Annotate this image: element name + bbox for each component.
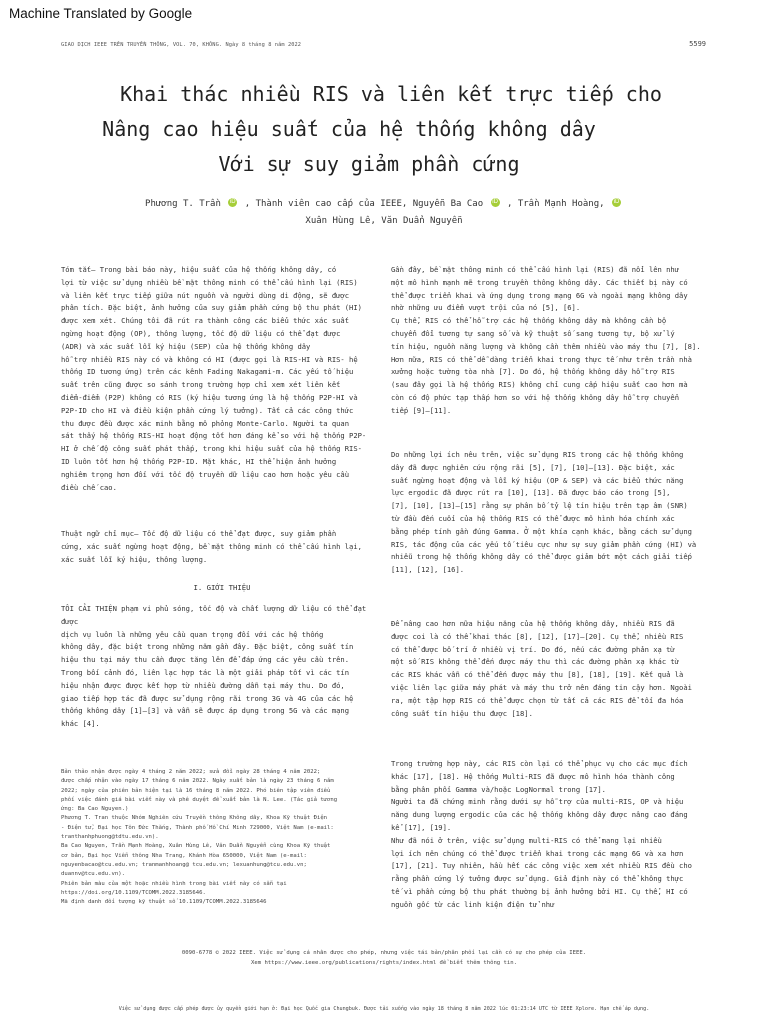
orcid-icon[interactable]: iD [613, 199, 620, 205]
orcid-icon[interactable]: iD [492, 199, 498, 205]
index-terms [61, 528, 383, 566]
right-paragraph-4 [391, 758, 713, 912]
abstract-text: Tóm tắt— Trong bài báo này, hiệu suất của hệ thống không dây, có lợi từ việc sử dụng nhiều bề mặt thông minh có thể cấu hình lại (RIS) và liên kết trực tiếp giữa nút nguồn và người dùng di động, sẽ được phân tích. Đặc biệt, ảnh hưởng của suy giảm phần cứng bộ thu phát (HI) được xem xét. Chúng tôi đã rút ra thành công các biểu thức xác suất ngừng hoạt động (OP), thông lượng, tốc độ dữ liệu có thể đạt được (ADR) và xác suất lỗi ký hiệu (SEP) của hệ thống không dây hỗ trợ nhiều RIS này có và không có HI (được gọi là RIS-HI và RIS- hệ thống ID tương ứng) trên các kênh Fading Nakagami-m. Các yếu tố hiệu suất trên cũng được so sánh trong trường hợp chỉ xem xét liên kết điểm-điểm (P2P) không có RIS (ký hiệu tương ứng là hệ thống P2P-HI và P2P-ID cho HI và điều kiện phần cứng lý tưởng). Tất cả các công thức thu được đều được xác minh bằng mô phỏng Monte-Carlo. Người ta quan sát thấy hệ thống RIS-HI hoạt động tốt hơn đáng kể so với hệ thống P2P- HI ở chế độ công suất phát thấp, trong khi hiệu suất của hệ thống RIS- ID luôn tốt hơn hệ thống P2P-ID. Mặt khác, HI thể hiện ảnh hưởng nghiêm trọng hơn đối với tốc độ truyền dữ liệu cao hơn hoặc yêu cầu điều chế cao. [61, 265, 367, 492]
paragraph: Do những lợi ích nêu trên, việc sử dụng RIS trong các hệ thống không dây đã được nghiên cứu rộng rãi [5], [7], [10]–[13]. Đặc biệt, xác suất ngừng hoạt động và lỗi ký hiệu (OP & SEP) và các biểu thức năng lực ergodic đã được rút ra [10], [13]. Đã được báo cáo trong [5], [7], [10], [13]–[15] rằng sự phân bố tỷ lệ tín hiệu trên tạp âm (SNR) từ đầu đến cuối của hệ thống RIS có thể được mô hình hóa chính xác bằng phép tính gần đúng Gamma. Ở một khía cạnh khác, bằng cách sử dụng RIS, tác động của các yếu tố tiêu cực như sự suy giảm phần cứng (HI) và nhiễu trong hệ thống không dây có thể được giảm bớt một cách giải tiếp [11], [12], [16]. [391, 450, 697, 575]
license-notice: Việc sử dụng được cấp phép được ủy quyền giới hạn ở: Đại học Quốc gia Chungbuk. Được tải xuống vào ngày 18 tháng 8 năm 2022 lúc 01:23:14 UTC từ IEEE Xplore. Hạn chế áp dụng. [118, 1006, 650, 1012]
right-paragraph-3 [391, 618, 713, 720]
author-name: , Trần Mạnh Hoàng, [507, 199, 605, 209]
paragraph: Trong trường hợp này, các RIS còn lại có thể phục vụ cho các mục đích khác [17], [18]. Hệ thống Multi-RIS đã được mô hình hóa thành công bằng phân phối Gamma và/hoặc LogNormal trong [17]. Người ta đã chứng minh rằng dưới sự hỗ trợ của multi-RIS, OP và hiệu năng dung lượng ergodic của các hệ thống không dây được nâng cao đáng kể [17], [19]. Như đã nói ở trên, việc sử dụng multi-RIS có thể mang lại nhiều lợi ích nên chúng có thể được triển khai trong các mạng 6G và xa hơn [17], [21]. Tuy nhiên, hầu hết các công việc xem xét nhiều RIS đều cho rằng phần cứng lý tưởng được sử dụng. Giả định này có thể không thực tế vì phần cứng bộ thu phát thường bị ảnh hưởng bởi HI. Cụ thể, HI có nguồn gốc từ các linh kiện điện tử như [391, 759, 692, 909]
right-paragraph-1 [391, 264, 713, 418]
journal-header: GIAO DỊCH IEEE TRÊN TRUYỀN THÔNG, VOL. 70, KHÔNG. Ngày 8 tháng 8 năm 2022 [61, 42, 302, 48]
paragraph: Gần đây, bề mặt thông minh có thể cấu hình lại (RIS) đã nổi lên như một mô hình mạnh mẽ trong truyền thông không dây. Các thiết bị này có thể được triển khai và ứng dụng trong mạng 6G và ngoài mạng không dây nhờ những ưu điểm vượt trội của nó [5], [6]. Cụ thể, RIS có thể hỗ trợ các hệ thống không dây mà không cần bộ chuyển đổi tương tự sang số và kỹ thuật số sang tương tự, bộ xử lý tín hiệu, nguồn năng lượng và không cần thêm nhiều vào máy thu [7], [8]. Hơn nữa, RIS có thể dễ dàng triển khai trong thực tế như trên trần nhà xưởng hoặc tường tòa nhà [7]. Do đó, hệ thống không dây hỗ trợ RIS (sau đây gọi là hệ thống RIS) không chỉ cung cấp hiệu suất cao hơn mà còn có độ phức tạp thấp hơn so với hệ thống không dây hỗ trợ chuyển tiếp [9]–[11]. [391, 265, 701, 415]
title-line-3: Với sự suy giảm phần cứng [218, 152, 520, 176]
intro-left [61, 603, 383, 731]
index-terms-text: Thuật ngữ chỉ mục— Tốc độ dữ liệu có thể đạt được, suy giảm phần cứng, xác suất ngừng hoạt động, bề mặt thông minh có thể cấu hình lại, xác suất lỗi ký hiệu, thông lượng. [61, 529, 362, 564]
right-paragraph-2 [391, 449, 713, 577]
title-line-1: Khai thác nhiều RIS và liên kết trực tiếp cho [120, 82, 662, 106]
author-name: , Thành viên cao cấp của IEEE, Nguyễn Ba Cao [244, 199, 484, 209]
orcid-icon[interactable]: iD [229, 199, 236, 205]
page-number: 5599 [689, 40, 706, 48]
title-line-2: Nâng cao hiệu suất của hệ thống không dây [102, 117, 596, 141]
author-name: Phương T. Trần [145, 199, 221, 209]
footnote [61, 768, 383, 907]
copyright-notice: 0090-6778 © 2022 IEEE. Việc sử dụng cá nhân được cho phép, nhưng việc tái bản/phân phối lại cần có sự cho phép của IEEE. Xem https://www.ieee.org/publications/rights/index.html để biết thêm thông tin. [181, 950, 587, 966]
abstract [61, 264, 383, 494]
author-line-2: Xuân Hùng Lê, Văn Duẩn Nguyễn [305, 216, 463, 226]
intro-paragraph: TÔI CẢI THIỆN phạm vi phủ sóng, tốc độ và chất lượng dữ liệu có thể đạt được dịch vụ luôn là những yêu cầu quan trọng đối với các hệ thống không dây, đặc biệt trong những năm gần đây. Đặc biệt, công suất tín hiệu thu tại máy thu cần được tăng lên để đáp ứng các yêu cầu trên. Trong bối cảnh đó, liên lạc hợp tác là một giải pháp tốt vì các tín hiệu nhận được được kết hợp từ nhiều đường dẫn tại máy thu. Do đó, giao tiếp hợp tác đã được sử dụng rộng rãi trong 3G và 4G của các hệ thống không dây [1]–[3] và vẫn sẽ được áp dụng trong 5G và các mạng khác [4]. [61, 604, 367, 729]
section-heading: I. GIỚI THIỆU [193, 583, 251, 592]
footnote-text: Bản thảo nhận được ngày 4 tháng 2 năm 2022; sửa đổi ngày 28 tháng 4 năm 2022; được chấp nhận vào ngày 17 tháng 6 năm 2022. Ngày xuất bản là ngày 23 tháng 6 năm 2022; ngày của phiên bản hiện tại là 16 tháng 8 năm 2022. Phó biên tập viên điều phối việc đánh giá bài viết này và phê duyệt để xuất bản là N. Lee. (Tác giả tương ứng: Ba Cao Nguyen.) Phương T. Tran thuộc Nhóm Nghiên cứu Truyền thông Không dây, Khoa Kỹ thuật Điện - Điện tử, Đại học Tôn Đức Thắng, Thành phố Hồ Chí Minh 729000, Việt Nam (e-mail: tranthanhphuong@tdtu.edu.vn). Ba Cao Nguyen, Trần Mạnh Hoàng, Xuân Hùng Lê, Văn Duẩn Nguyễn cùng Khoa Kỹ thuật cơ bản, Đại học Viễn thông Nha Trang, Khánh Hòa 650000, Việt Nam (e-mail: nguyenbacao@tcu.edu.vn; tranmanhhoang@ tcu.edu.vn; lexuanhung@tcu.edu.vn; duannv@tcu.edu.vn). Phiên bản màu của một hoặc nhiều hình trong bài viết này có sẵn tại https://doi.org/10.1109/TCOMM.2022.3185646. Mã định danh đối tượng kỹ thuật số 10.1109/TCOMM.2022.3185646 [61, 769, 338, 906]
author-line-1 [0, 198, 768, 209]
machine-translated-banner: Machine Translated by Google [9, 6, 193, 21]
paragraph: Để nâng cao hơn nữa hiệu năng của hệ thống không dây, nhiều RIS đã được coi là có thể khai thác [8], [12], [17]–[20]. Cụ thể, nhiều RIS có thể được bố trí ở nhiều vị trí. Do đó, nếu các đường phản xạ từ một số RIS không thể đến được máy thu thì các đường phản xạ khác từ các RIS khác vẫn có thể đến được máy thu [8], [18], [19]. Kết quả là việc liên lạc giữa máy phát và máy thu trở nên đáng tin cậy hơn. Ngoài ra, một tập hợp RIS có thể được chọn từ tất cả các RIS để tối đa hóa công suất tín hiệu thu được [18]. [391, 619, 692, 718]
